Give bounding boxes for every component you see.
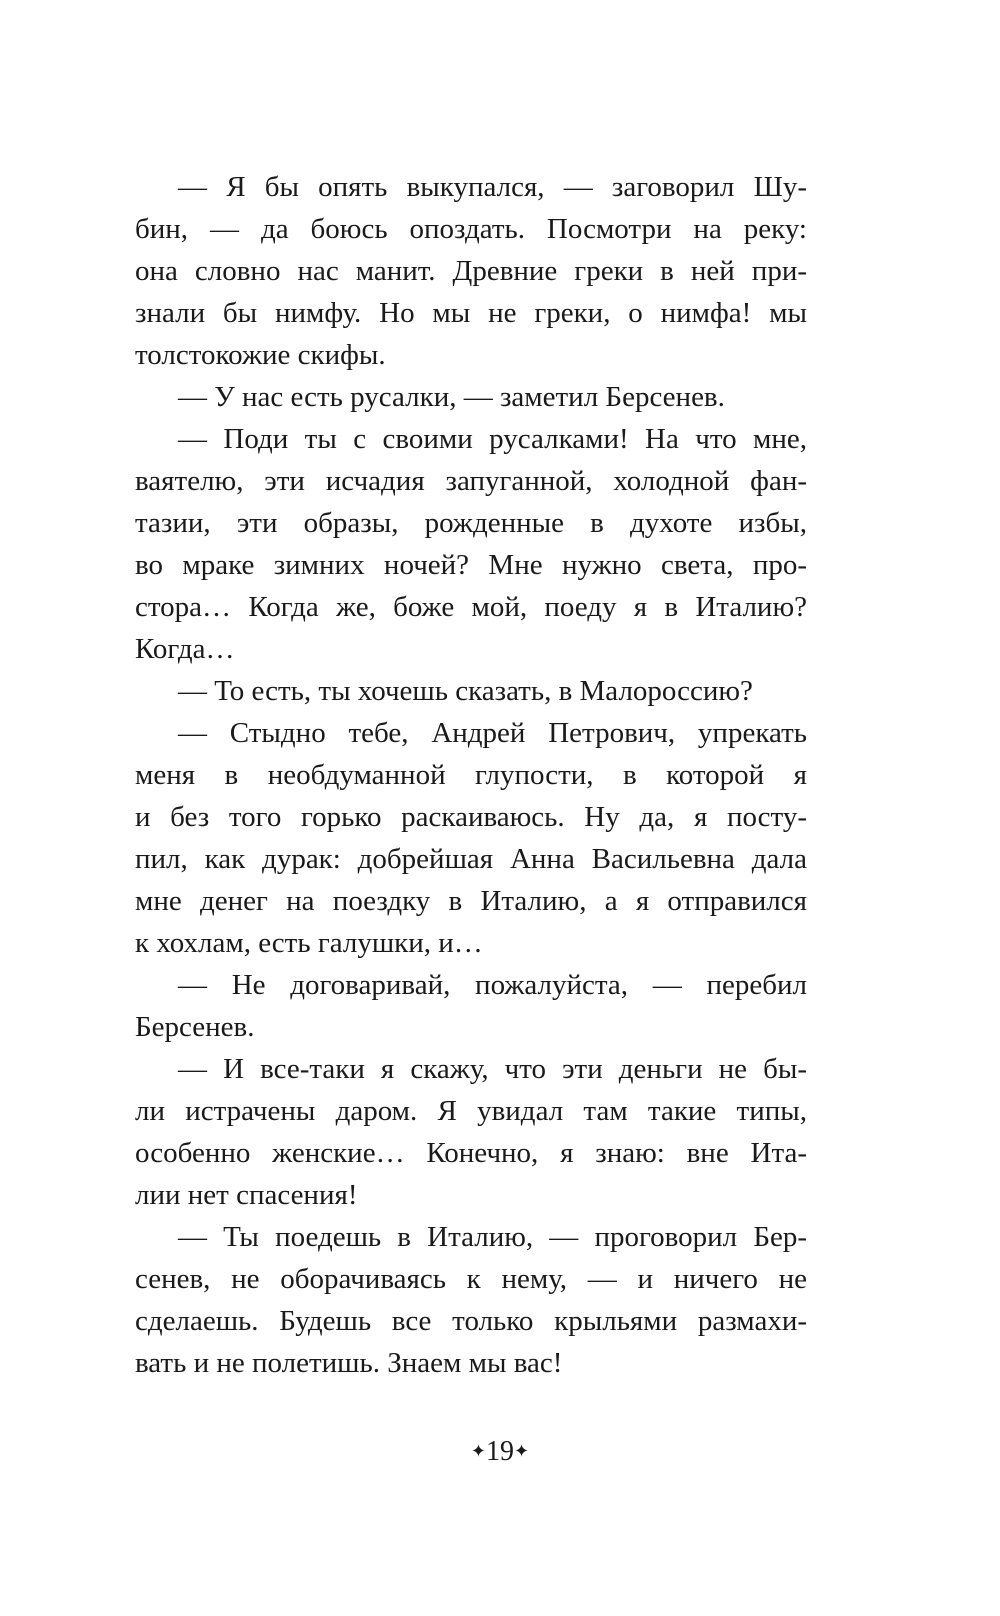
- text-line: знали бы нимфу. Но мы не греки, о нимфа! мы: [135, 297, 807, 329]
- text-line: к хохлам, есть галушки, и…: [135, 927, 483, 959]
- paragraph: [135, 376, 807, 418]
- text-line: бин, — да боюсь опоздать. Посмотри на реку:: [135, 213, 807, 245]
- text-line: — У нас есть русалки, — заметил Берсенев.: [178, 381, 725, 413]
- text-line: Когда…: [135, 633, 235, 665]
- text-line: — Я бы опять выкупался, — заговорил Шу-: [178, 171, 807, 203]
- text-line: — Стыдно тебе, Андрей Петрович, упрекать: [178, 717, 807, 749]
- text-line: вать и не полетишь. Знаем мы вас!: [135, 1347, 563, 1379]
- paragraph: [135, 670, 807, 712]
- paragraph: [135, 166, 807, 376]
- body-text: [135, 166, 807, 1384]
- paragraph: [135, 1216, 807, 1384]
- text-line: она словно нас манит. Древние греки в ней при-: [135, 255, 807, 287]
- page-number: [0, 1431, 1000, 1472]
- text-line: во мраке зимних ночей? Мне нужно света, про-: [135, 549, 807, 581]
- text-line: ли истрачены даром. Я увидал там такие типы,: [135, 1095, 807, 1127]
- text-line: пил, как дурак: добрейшая Анна Васильевна дала: [135, 843, 807, 875]
- text-line: сенев, не оборачиваясь к нему, — и ничего не: [135, 1263, 807, 1295]
- text-line: — Поди ты с своими русалками! На что мне,: [178, 423, 807, 455]
- text-line: толстокожие скифы.: [135, 339, 386, 371]
- text-line: и без того горько раскаиваюсь. Ну да, я посту-: [135, 801, 807, 833]
- ornament-right-icon: ✦: [514, 1441, 530, 1461]
- text-line: мне денег на поездку в Италию, а я отправился: [135, 885, 807, 917]
- text-line: — Ты поедешь в Италию, — проговорил Бер-: [178, 1221, 807, 1253]
- text-line: — То есть, ты хочешь сказать, в Малороссию?: [178, 675, 753, 707]
- paragraph: [135, 712, 807, 964]
- page-number-value: 19: [486, 1436, 514, 1467]
- text-line: лии нет спасения!: [135, 1179, 358, 1211]
- text-line: — И все-таки я скажу, что эти деньги не бы-: [178, 1053, 807, 1085]
- paragraph: [135, 418, 807, 670]
- text-line: стора… Когда же, боже мой, поеду я в Италию?: [135, 591, 807, 623]
- text-line: ваятелю, эти исчадия запуганной, холодной фан-: [135, 465, 807, 497]
- text-line: особенно женские… Конечно, я знаю: вне Ита-: [135, 1137, 807, 1169]
- text-line: сделаешь. Будешь все только крыльями размахи-: [135, 1305, 807, 1337]
- ornament-left-icon: ✦: [470, 1441, 486, 1461]
- text-line: тазии, эти образы, рожденные в духоте избы,: [135, 507, 807, 539]
- paragraph: [135, 1048, 807, 1216]
- text-line: Берсенев.: [135, 1011, 255, 1043]
- paragraph: [135, 964, 807, 1048]
- text-line: меня в необдуманной глупости, в которой я: [135, 759, 807, 791]
- text-line: — Не договаривай, пожалуйста, — перебил: [178, 969, 807, 1001]
